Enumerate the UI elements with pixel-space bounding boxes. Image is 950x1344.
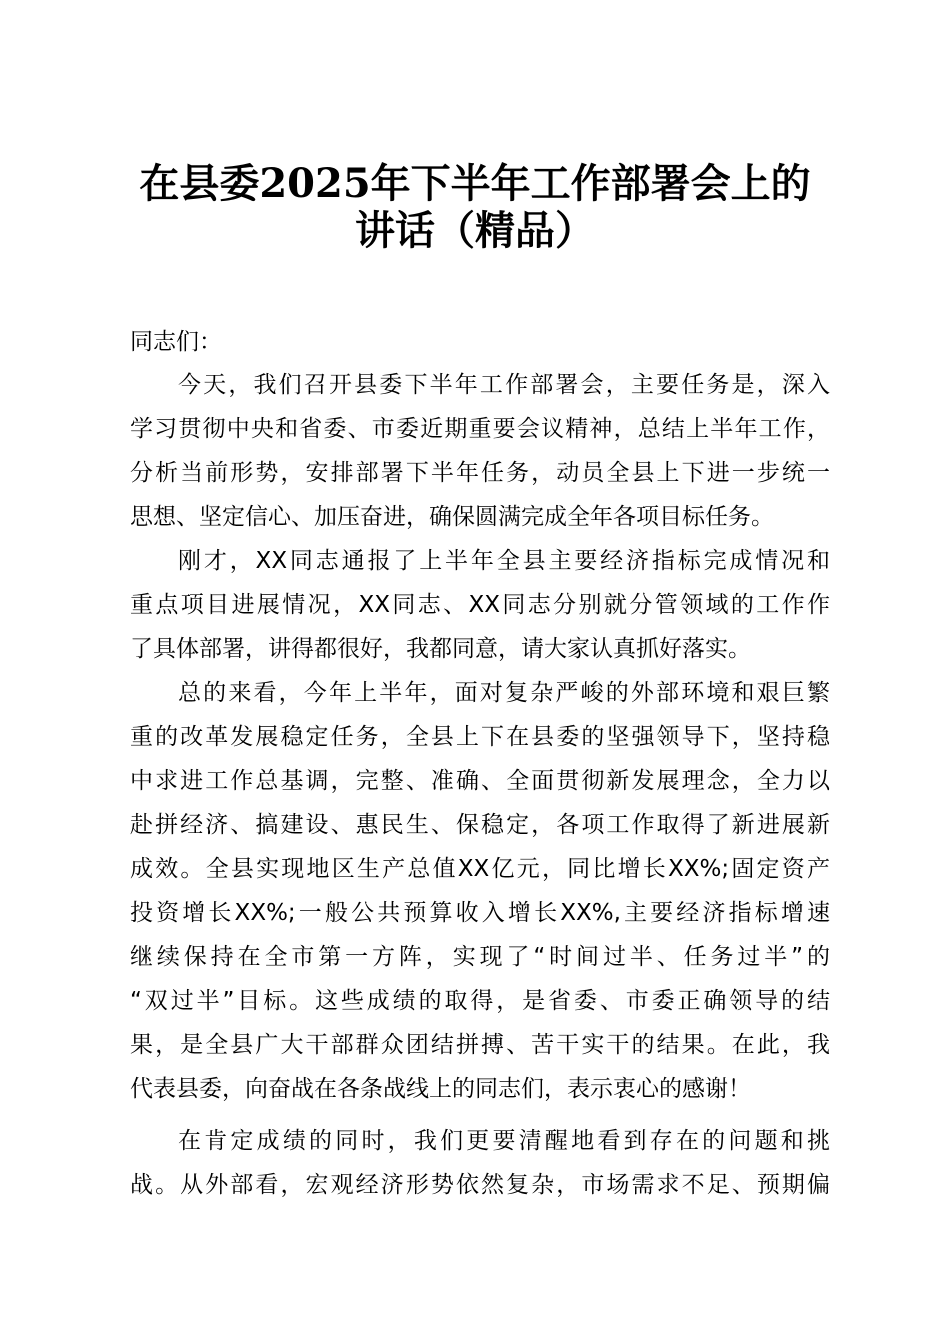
paragraph-3-line-1: 总的来看，今年上半年，面对复杂严峻的外部环境和艰巨繁 xyxy=(178,680,830,706)
paragraph-3-line-7: 继续保持在全市第一方阵，实现了“时间过半、任务过半”的 xyxy=(130,944,830,970)
paragraph-3-line-6: 投资增长XX%;一般公共预算收入增长XX%,主要经济指标增速 xyxy=(130,900,830,926)
paragraph-3-line-10: 代表县委，向奋战在各条战线上的同志们，表示衷心的感谢！ xyxy=(130,1076,751,1102)
paragraph-3-line-9: 果，是全县广大干部群众团结拼搏、苦干实干的结果。在此，我 xyxy=(130,1032,830,1058)
paragraph-3-line-4: 赴拼经济、搞建设、惠民生、保稳定，各项工作取得了新进展新 xyxy=(130,812,830,838)
paragraph-1-line-1: 今天，我们召开县委下半年工作部署会，主要任务是，深入 xyxy=(178,372,830,398)
paragraph-2-line-1: 刚才，XX同志通报了上半年全县主要经济指标完成情况和 xyxy=(178,548,830,574)
document-title-line-1: 在县委2025年下半年工作部署会上的 xyxy=(139,160,811,207)
paragraph-1-line-3: 分析当前形势，安排部署下半年任务，动员全县上下进一步统一 xyxy=(130,460,830,486)
paragraph-3-line-8: “双过半”目标。这些成绩的取得，是省委、市委正确领导的结 xyxy=(130,988,830,1014)
paragraph-4-line-1: 在肯定成绩的同时，我们更要清醒地看到存在的问题和挑 xyxy=(178,1128,830,1154)
paragraph-4-line-2: 战。从外部看，宏观经济形势依然复杂，市场需求不足、预期偏 xyxy=(130,1172,830,1198)
salutation: 同志们： xyxy=(130,329,222,355)
paragraph-1-line-2: 学习贯彻中央和省委、市委近期重要会议精神，总结上半年工作， xyxy=(130,416,830,442)
paragraph-3-line-5: 成效。全县实现地区生产总值XX亿元，同比增长XX%;固定资产 xyxy=(130,856,830,882)
document-title-line-2: 讲话（精品） xyxy=(355,207,595,254)
paragraph-2-line-3: 了具体部署，讲得都很好，我都同意，请大家认真抓好落实。 xyxy=(130,636,751,662)
paragraph-2-line-2: 重点项目进展情况，XX同志、XX同志分别就分管领域的工作作 xyxy=(130,592,830,618)
paragraph-3-line-3: 中求进工作总基调，完整、准确、全面贯彻新发展理念，全力以 xyxy=(130,768,830,794)
paragraph-1-line-4: 思想、坚定信心、加压奋进，确保圆满完成全年各项目标任务。 xyxy=(130,504,774,530)
paragraph-3-line-2: 重的改革发展稳定任务，全县上下在县委的坚强领导下，坚持稳 xyxy=(130,724,830,750)
